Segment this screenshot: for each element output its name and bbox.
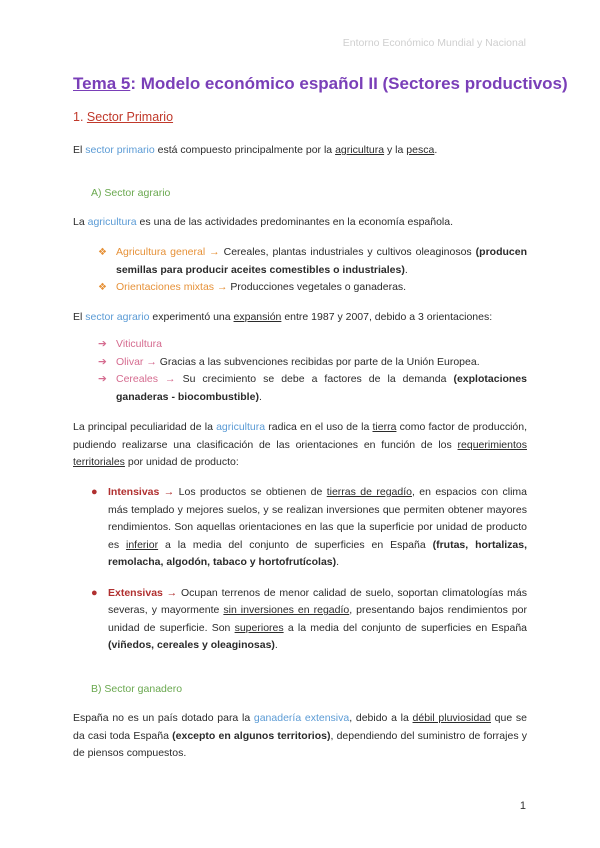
peculiarity-paragraph xyxy=(73,419,527,472)
list-item xyxy=(98,354,527,372)
agri-intro-paragraph xyxy=(73,214,527,232)
text-run: . xyxy=(404,263,408,276)
section-heading-primario xyxy=(73,110,173,124)
item-text: Su crecimiento se debe a factores de la demanda xyxy=(182,373,454,385)
running-header: Entorno Económico Mundial y Nacional xyxy=(342,37,526,49)
underlined-term: pesca xyxy=(406,144,435,156)
list-item xyxy=(98,336,527,354)
text-run: es una de las actividades predominantes en la economía española. xyxy=(136,216,454,228)
bullet-icon: ● xyxy=(91,486,98,498)
text-run: La xyxy=(73,216,88,228)
list-item xyxy=(98,279,527,297)
diamond-bullet-icon: ❖ xyxy=(98,282,107,293)
item-text: Cereales, plantas industriales y cultivos oleaginosos xyxy=(223,246,476,258)
underlined-term: requerimientos territoriales xyxy=(73,438,527,468)
item-text: Gracias a las subvenciones recibidas por parte de la Unión Europea. xyxy=(159,355,480,368)
text-run: que se da casi toda España xyxy=(73,712,527,742)
arrow-icon: → xyxy=(162,586,181,599)
bold-text: (excepto en algunos territorios) xyxy=(172,729,331,742)
list-item xyxy=(91,484,527,572)
item-label: Viticultura xyxy=(116,338,162,350)
underlined-term: agricultura xyxy=(335,144,385,156)
subheading-sector-agrario: A) Sector agrario xyxy=(91,187,171,199)
text-run: a la media del conjunto de superficies en España xyxy=(158,538,433,551)
arrow-bullet-icon: ➔ xyxy=(98,338,107,350)
ganadero-paragraph xyxy=(73,710,527,763)
underlined-term: expansión xyxy=(233,311,282,323)
highlight-term: sector primario xyxy=(85,144,155,156)
item-bold-text: (frutas, hortalizas, remolacha, algodón, tabaco y hortofrutícolas) xyxy=(108,538,527,568)
text-run: , en espacios con clima más templado y mejores suelos, y se realizan inversiones que permiten obtener mayores rendimientos. Son aquellas orientaciones en las que la superficie por unidad de producto es xyxy=(108,486,528,551)
underlined-term: débil pluviosidad xyxy=(412,712,491,724)
title-tema: Tema 5 xyxy=(73,74,131,93)
highlight-term: sector agrario xyxy=(85,311,150,323)
underlined-term: tierra xyxy=(372,421,397,433)
item-text: Producciones vegetales o ganaderas. xyxy=(230,281,407,293)
section-number: 1. xyxy=(73,110,87,124)
text-run: Los productos se obtienen de xyxy=(178,486,327,498)
text-run: El xyxy=(73,311,86,323)
highlight-term: agricultura xyxy=(87,216,137,228)
intro-paragraph xyxy=(73,142,527,160)
page-number: 1 xyxy=(519,800,526,812)
text-run: , presentando bajos rendimientos por unidad de superficie. Son xyxy=(108,604,528,634)
text-run: , dependiendo del suministro de forrajes y de piensos compuestos. xyxy=(73,729,528,759)
list-item xyxy=(91,585,527,655)
bullet-icon: ● xyxy=(91,586,98,599)
arrow-icon: → xyxy=(143,355,160,368)
subheading-sector-ganadero: B) Sector ganadero xyxy=(91,683,183,695)
page-title xyxy=(73,74,568,94)
text-run: a la media del conjunto de superficies en España xyxy=(283,621,527,634)
agriculture-types-list xyxy=(91,484,527,655)
item-label: Agricultura general xyxy=(116,246,206,258)
item-label: Cereales xyxy=(116,373,159,385)
highlight-term: agricultura xyxy=(216,421,266,433)
text-run: entre 1987 y 2007, debido a 3 orientaciones: xyxy=(281,311,493,323)
item-bold-text: (viñedos, cereales y oleaginosas) xyxy=(108,639,275,651)
text-run: . xyxy=(258,390,262,403)
item-bold-text: (producen semillas para producir aceites comestibles o industriales) xyxy=(116,246,527,276)
arrow-icon: → xyxy=(205,246,224,258)
item-label: Orientaciones mixtas xyxy=(116,281,215,293)
section-label: Sector Primario xyxy=(86,110,174,124)
diamond-bullet-icon: ❖ xyxy=(98,247,107,258)
underlined-term: inferior xyxy=(126,538,159,551)
text-run: Ocupan terrenos de menor calidad de suelo, soportan climatologías más severas, y mayormente xyxy=(108,586,527,616)
arrow-bullet-icon: ➔ xyxy=(98,355,107,368)
item-label: Extensivas xyxy=(108,586,163,599)
underlined-term: sin inversiones en regadío xyxy=(223,604,350,616)
item-bold-text: (explotaciones ganaderas - biocombustible) xyxy=(116,373,527,403)
text-run: , debido a la xyxy=(349,712,413,724)
item-label: Intensivas xyxy=(108,486,160,498)
text-run: La principal peculiaridad de la xyxy=(73,421,217,433)
text-run: . xyxy=(274,639,278,651)
text-run: radica en el uso de la xyxy=(265,421,373,433)
arrow-bullet-icon: ➔ xyxy=(98,373,107,385)
text-run: España no es un país dotado para la xyxy=(73,712,254,724)
text-run: El xyxy=(73,144,86,156)
text-run: por unidad de producto: xyxy=(124,456,239,468)
arrow-icon: → xyxy=(159,486,179,498)
orientations-list xyxy=(98,336,527,406)
title-rest: : Modelo económico español II (Sectores productivos) xyxy=(130,74,568,93)
agri-types-list xyxy=(98,244,527,297)
arrow-icon: → xyxy=(158,373,183,385)
text-run: y la xyxy=(384,144,407,156)
highlight-term: ganadería extensiva xyxy=(253,712,350,724)
text-run: . xyxy=(434,144,438,156)
text-run: experimentó una xyxy=(149,311,234,323)
text-run: . xyxy=(336,556,340,568)
text-run: está compuesto principalmente por la xyxy=(154,144,336,156)
arrow-icon: → xyxy=(214,281,231,293)
list-item xyxy=(98,371,527,406)
list-item xyxy=(98,244,527,279)
item-label: Olivar xyxy=(116,355,144,368)
expansion-paragraph xyxy=(73,309,527,327)
text-run: como factor de producción, pudiendo realizarse una clasificación de las orientaciones en función de los xyxy=(73,421,527,451)
underlined-term: tierras de regadío xyxy=(326,486,412,498)
underlined-term: superiores xyxy=(234,621,284,634)
